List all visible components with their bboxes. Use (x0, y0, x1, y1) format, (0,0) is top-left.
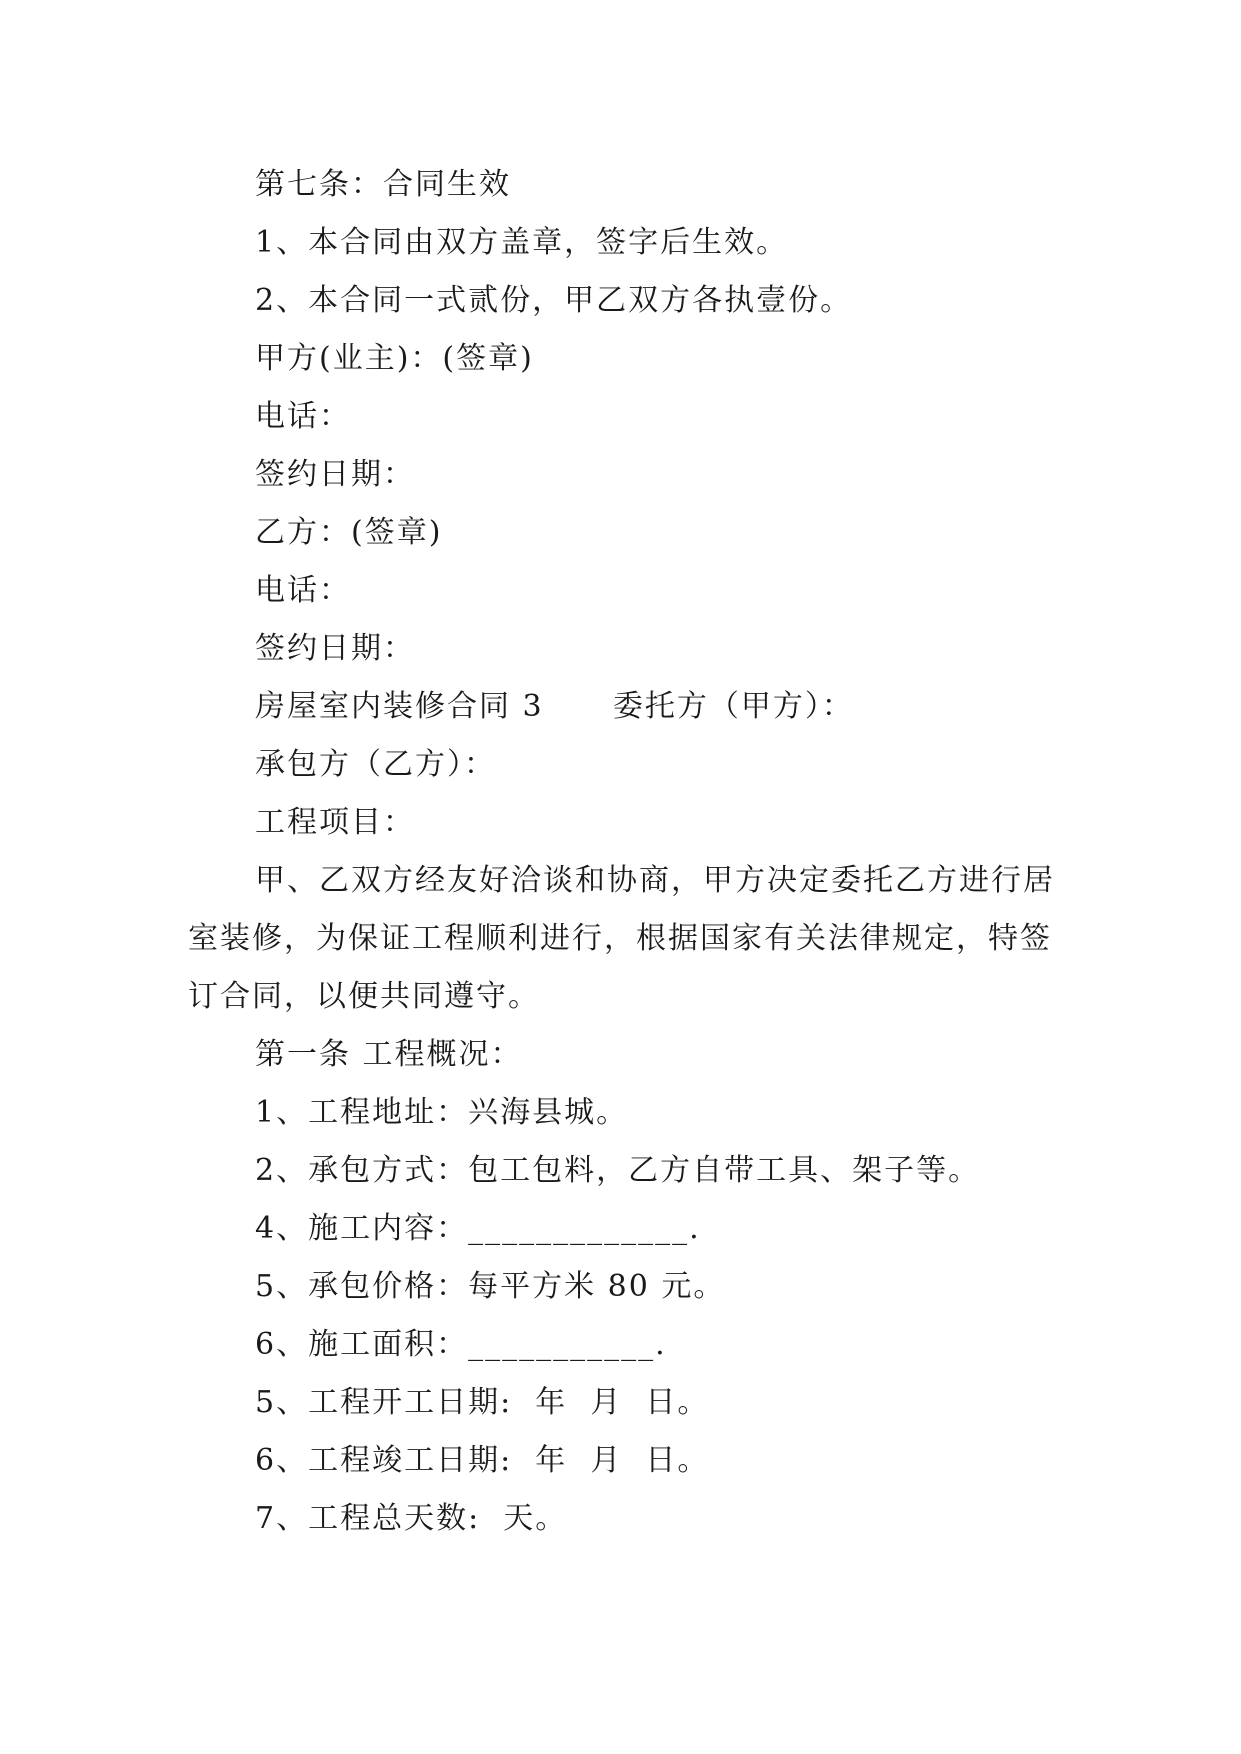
contractor-line: 承包方（乙方）： (255, 747, 496, 782)
total-days-line: 7、工程总天数: 天。 (255, 1501, 568, 1536)
party-b-phone-line: 电话： (255, 573, 351, 608)
work-content-line: 4、施工内容：_____________. (255, 1211, 701, 1246)
project-line: 工程项目： (255, 805, 415, 840)
article-7-item-1: 1、本合同由双方盖章，签字后生效。 (255, 225, 789, 260)
party-b-date-line: 签约日期： (255, 631, 415, 666)
party-a-signature-line: 甲方(业主)：(签章) (255, 341, 534, 376)
contract-method-line: 2、承包方式：包工包料，乙方自带工具、架子等。 (255, 1153, 981, 1188)
article-7-heading: 第七条：合同生效 (255, 167, 511, 202)
contract-3-title-line: 房屋室内装修合同 3 委托方（甲方）： (255, 689, 854, 724)
work-area-line: 6、施工面积：___________. (255, 1327, 667, 1362)
contract-price-line: 5、承包价格：每平方米 80 元。 (255, 1269, 726, 1304)
project-address-line: 1、工程地址：兴海县城。 (255, 1095, 629, 1130)
completion-date-line: 6、工程竣工日期: 年 月 日。 (255, 1443, 710, 1478)
party-a-date-line: 签约日期： (255, 457, 415, 492)
party-a-phone-line: 电话： (255, 399, 351, 434)
start-date-line: 5、工程开工日期: 年 月 日。 (255, 1385, 710, 1420)
intro-paragraph: 甲、乙双方经友好洽谈和协商，甲方决定委托乙方进行居室装修，为保证工程顺利进行，根据国家有关法律规定，特签订合同，以便共同遵守。 (188, 863, 1055, 1014)
article-7-item-2: 2、本合同一式贰份，甲乙双方各执壹份。 (255, 283, 853, 318)
party-b-signature-line: 乙方：(签章) (255, 515, 443, 550)
article-1-heading: 第一条 工程概况： (255, 1037, 523, 1072)
